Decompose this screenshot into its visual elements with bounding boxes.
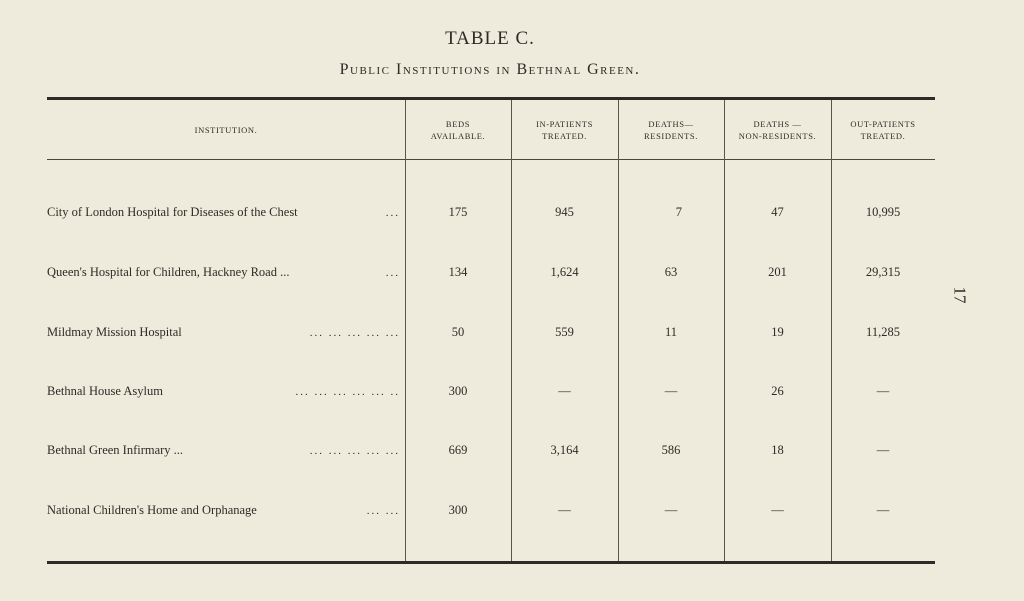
out-patients-cell: — [876, 384, 890, 398]
header-out-patients-treated: OUT-PATIENTS TREATED. [850, 118, 916, 141]
out-patients-cell: 29,315 [865, 265, 901, 279]
institution-label: Mildmay Mission Hospital [47, 325, 182, 339]
deaths-non-residents-cell: 19 [771, 325, 784, 339]
deaths-residents-cell: 63 [664, 265, 678, 279]
out-patients-cell: 11,285 [866, 325, 900, 339]
institution-name [47, 205, 400, 220]
in-patients-cell: — [558, 384, 571, 398]
dot-leader: ... ... ... ... ... .. [295, 386, 400, 398]
header-in-patients-treated: IN-PATIENTS TREATED. [536, 118, 593, 141]
dot-leader: ... [385, 267, 400, 279]
table-title: TABLE C. [445, 28, 535, 49]
deaths-residents-cell: 11 [664, 325, 678, 339]
institution-label: City of London Hospital for Diseases of the Chest [47, 205, 298, 219]
dot-leader: ... [385, 207, 400, 219]
institution-name [47, 384, 400, 399]
beds-cell: 175 [448, 205, 468, 219]
beds-cell: 669 [448, 443, 468, 457]
deaths-non-residents-cell: 18 [771, 443, 784, 457]
out-patients-cell: — [876, 443, 890, 457]
institution-name [47, 503, 400, 518]
deaths-non-residents-cell: 201 [768, 265, 787, 279]
institution-label: Bethnal House Asylum [47, 384, 163, 398]
beds-cell: 300 [448, 503, 468, 517]
institution-name [47, 265, 400, 280]
out-patients-cell: — [876, 503, 890, 517]
institution-name [47, 325, 400, 340]
deaths-non-residents-cell: 26 [771, 384, 784, 398]
table-subtitle: Public Institutions in Bethnal Green. [339, 61, 641, 78]
deaths-residents-cell: 7 [675, 205, 682, 219]
beds-cell: 300 [448, 384, 468, 398]
header-rule [47, 159, 935, 160]
institution-label: Queen's Hospital for Children, Hackney Road ... [47, 265, 290, 279]
bottom-rule [47, 561, 935, 564]
page-number: 17 [950, 286, 970, 304]
institution-label: National Children's Home and Orphanage [47, 503, 257, 517]
dot-leader: ... ... [366, 505, 400, 517]
header-deaths-non-residents: DEATHS — NON-RESIDENTS. [738, 118, 817, 141]
deaths-non-residents-cell: 47 [771, 205, 784, 219]
header-institution: INSTITUTION. [194, 124, 258, 135]
dot-leader: ... ... ... ... ... [309, 445, 400, 457]
header-beds-available: BEDS AVAILABLE. [430, 118, 486, 141]
header-deaths-residents: DEATHS— RESIDENTS. [644, 118, 698, 141]
institution-label: Bethnal Green Infirmary ... [47, 443, 184, 457]
deaths-residents-cell: — [664, 384, 678, 398]
in-patients-cell: 3,164 [550, 443, 579, 457]
institution-name [47, 443, 400, 458]
in-patients-cell: — [558, 503, 571, 517]
dot-leader: ... ... ... ... ... [309, 327, 400, 339]
beds-cell: 50 [451, 325, 465, 339]
in-patients-cell: 1,624 [550, 265, 579, 279]
deaths-residents-cell: — [664, 503, 678, 517]
out-patients-cell: 10,995 [865, 205, 901, 219]
deaths-non-residents-cell: — [771, 503, 784, 517]
in-patients-cell: 559 [555, 325, 574, 339]
in-patients-cell: 945 [555, 205, 574, 219]
deaths-residents-cell: 586 [661, 443, 681, 457]
beds-cell: 134 [448, 265, 468, 279]
